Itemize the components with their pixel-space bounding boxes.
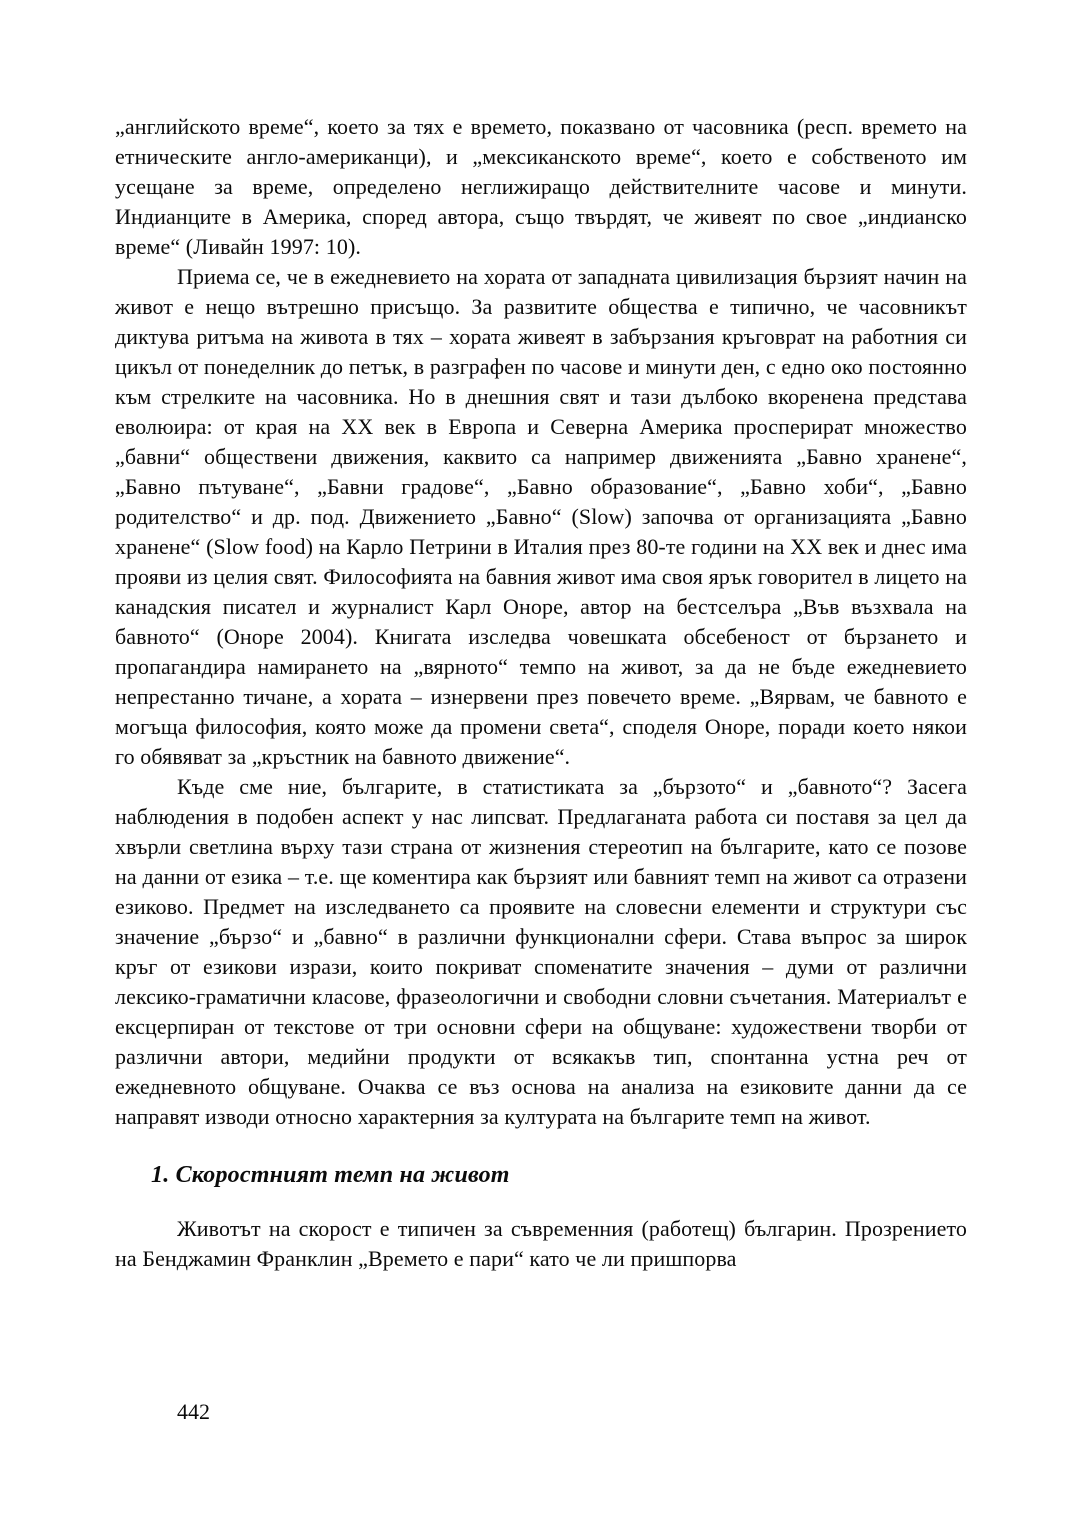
section-heading: 1. Скоростният темп на живот: [151, 1162, 510, 1188]
text-block: [115, 112, 967, 1274]
paragraph: Къде сме ние, българите, в статистиката за „бързото“ и „бавното“? Засега наблюдения в подобен аспект у нас липсват. Предлаганата работа си поставя за цел да хвърли светлина върху тази страна от жизнения стереотип на българите, като се позове на данни от езика – т.е. ще коментира как бързият или бавният темп на живот са отразени езиково. Предмет на изследването са проявите на словесни елементи и структури със значение „бързо“ и „бавно“ в различни функционални сфери. Става въпрос за широк кръг от езикови изрази, които покриват споменатите значения – думи от различни лексико-граматични класове, фразеологични и свободни словни съчетания. Материалът е ексцерпиран от текстове от три основни сфери на общуване: художествени творби от различни автори, медийни продукти от всякакъв тип, спонтанна устна реч от ежедневното общуване. Очаква се въз основа на анализа на езиковите данни да се направят изводи относно характерния за културата на българите темп на живот.: [115, 774, 967, 1129]
paragraph-continuation: „английското време“, което за тях е времето, показвано от часовника (респ. времето на етническите англо-американци), и „мексиканското време“, което е собственото им усещане за време, определено неглижиращо действителните часове и минути. Индианците в Америка, според автора, също твърдят, че живеят по свое „индианско време“ (Ливайн 1997: 10).: [115, 114, 967, 259]
page-number: 442: [177, 1399, 210, 1424]
paragraph: Приема се, че в ежедневието на хората от западната цивилизация бързият начин на живот е нещо вътрешно присъщо. За развитите общества е типично, че часовникът диктува ритъма на живота в тях – хората живеят в забързания кръговрат на работния си цикъл от понеделник до петък, в разграфен по часове и минути ден, с едно око постоянно към стрелките на часовника. Но в днешния свят и тази дълбоко вкоренена представа еволюира: от края на XX век в Европа и Северна Америка просперират множество „бавни“ обществени движения, каквито са например движенията „Бавно хранене“, „Бавно пътуване“, „Бавни градове“, „Бавно образование“, „Бавно хоби“, „Бавно родителство“ и др. под. Движението „Бавно“ (Slow) започва от организацията „Бавно хранене“ (Slow food) на Карло Петрини в Италия през 80-те години на XX век и днес има прояви из целия свят. Философията на бавния живот има своя ярък говорител в лицето на канадския писател и журналист Карл Оноре, автор на бестселъра „Във възхвала на бавното“ (Оноре 2004). Книгата изследва човешката обсебеност от бързането и пропагандира намирането на „вярното“ темпо на живот, за да не бъде ежедневието непрестанно тичане, а хората – изнервени през повечето време. „Вярвам, че бавното е могъща философия, която може да промени света“, споделя Оноре, поради което някои го обявяват за „кръстник на бавното движение“.: [115, 264, 967, 769]
paragraph: Животът на скорост е типичен за съвременния (работещ) българин. Прозрението на Бенджамин Франклин „Времето е пари“ като че ли пришпорва: [115, 1216, 967, 1271]
